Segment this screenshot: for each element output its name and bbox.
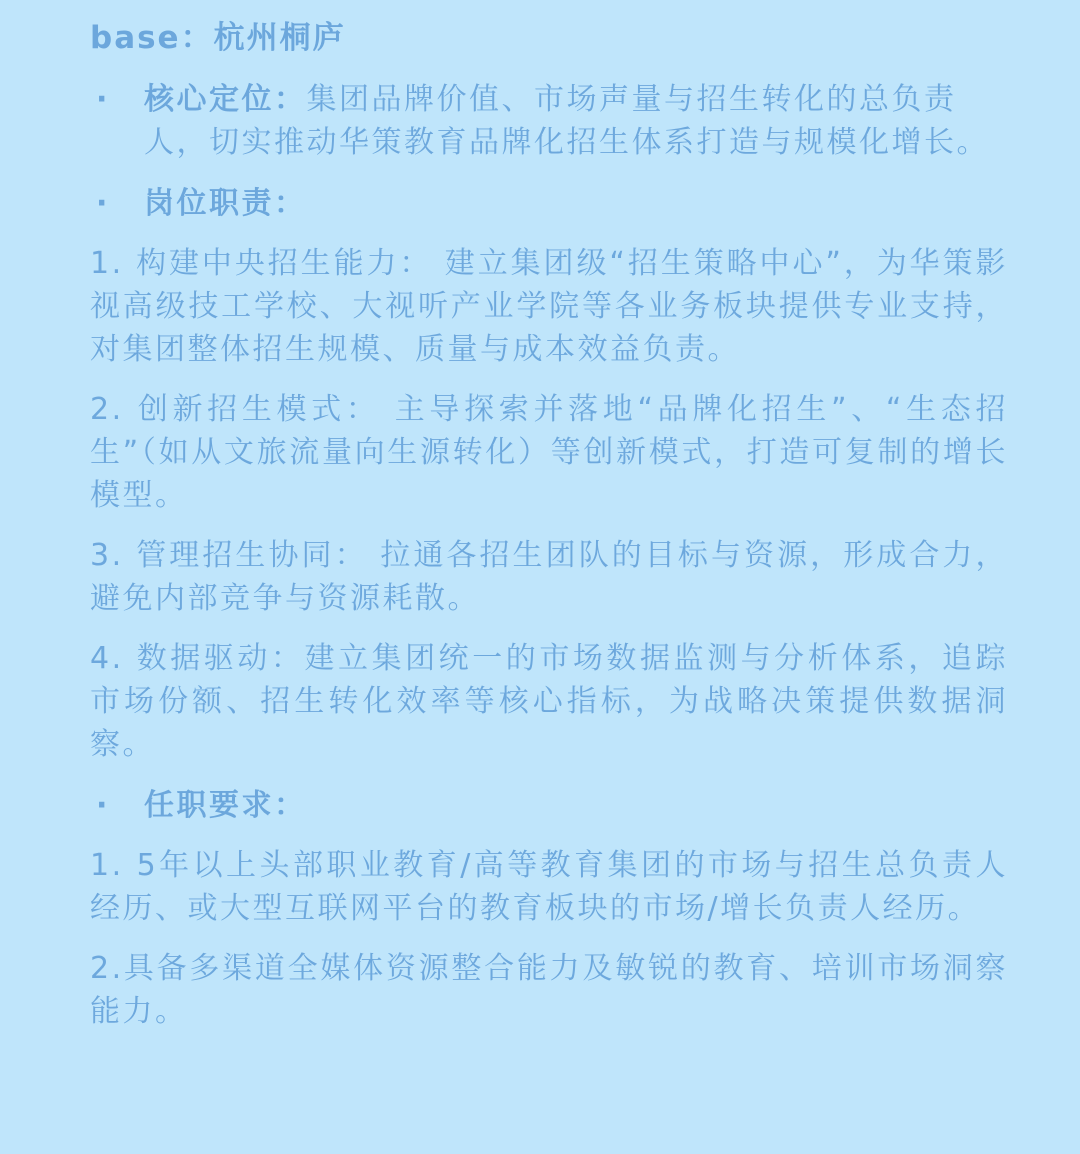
requirements-heading	[90, 784, 1008, 827]
bullet-dot-icon: ·	[96, 82, 110, 117]
requirement-item-1: 1. 5年以上头部职业教育/高等教育集团的市场与招生总负责人经历、或大型互联网平台的教育板块的市场/增长负责人经历。	[90, 848, 1008, 926]
duty-item-2: 2. 创新招生模式： 主导探索并落地“品牌化招生”、“生态招生”（如从文旅流量向生源转化）等创新模式，打造可复制的增长模型。	[90, 392, 1008, 513]
bullet-dot-icon: ·	[96, 186, 110, 221]
base-location: base：杭州桐庐	[90, 20, 346, 56]
duties-heading	[90, 182, 1008, 225]
requirements-label: 任职要求：	[144, 788, 307, 823]
positioning-section	[90, 78, 1008, 164]
positioning-text: 集团品牌价值、市场声量与招生转化的总负责人，切实推动华策教育品牌化招生体系打造与规模化增长。	[144, 82, 989, 160]
requirement-item-2: 2.具备多渠道全媒体资源整合能力及敏锐的教育、培训市场洞察能力。	[90, 951, 1008, 1029]
duties-label: 岗位职责：	[144, 186, 307, 221]
duty-item-1: 1. 构建中央招生能力： 建立集团级“招生策略中心”，为华策影视高级技工学校、大视听产业学院等各业务板块提供专业支持，对集团整体招生规模、质量与成本效益负责。	[90, 246, 1008, 367]
positioning-label: 核心定位：	[144, 82, 307, 117]
bullet-dot-icon: ·	[96, 788, 110, 823]
duty-item-4: 4. 数据驱动：建立集团统一的市场数据监测与分析体系，追踪市场份额、招生转化效率等核心指标，为战略决策提供数据洞察。	[90, 641, 1008, 762]
duty-item-3: 3. 管理招生协同： 拉通各招生团队的目标与资源，形成合力，避免内部竞争与资源耗散。	[90, 538, 1008, 616]
